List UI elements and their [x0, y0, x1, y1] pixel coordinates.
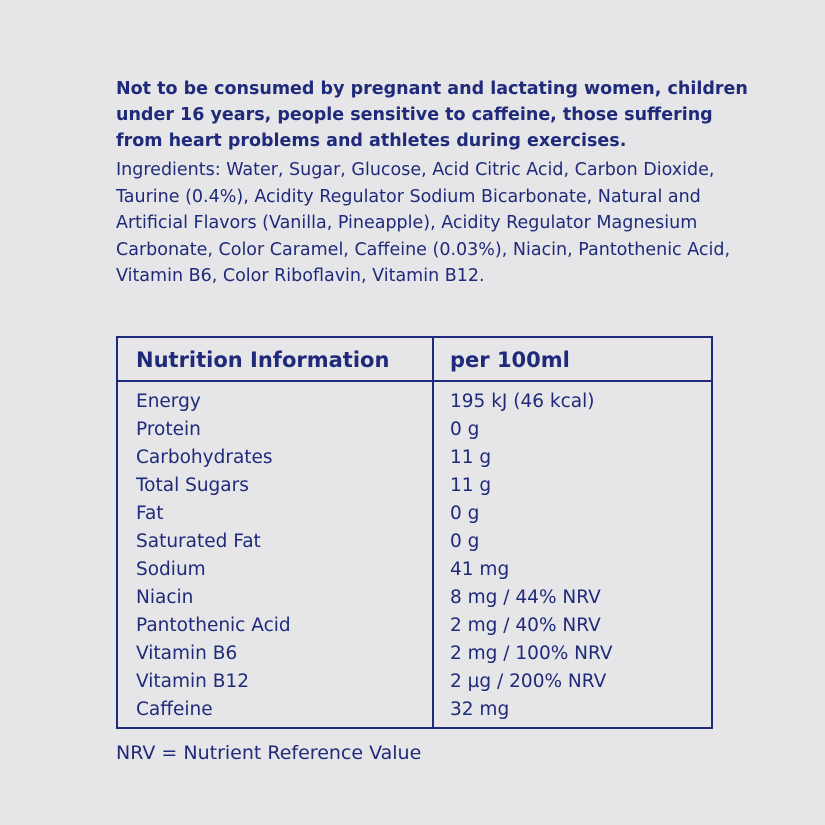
nutrient-value: 32 mg [450, 699, 510, 720]
nutrient-value: 41 mg [450, 559, 510, 580]
nutrient-name: Carbohydrates [136, 447, 273, 468]
table-header-row [118, 338, 711, 382]
nutrient-name: Protein [136, 419, 201, 440]
table-row [118, 668, 711, 696]
table-row [118, 640, 711, 668]
nutrient-name: Vitamin B12 [136, 671, 249, 692]
ingredients-list: Ingredients: Water, Sugar, Glucose, Acid Citric Acid, Carbon Dioxide, Taurine (0.4%), Acidity Regulator Sodium Bicarbonate, Natural and Artificial Flavors (Vanilla, Pineapple), Acidity Regulator Magnesium Carbonate, Color Caramel, Caffeine (0.03%), Niacin, Pantothenic Acid, Vitamin B6, Color Riboflavin, Vitamin B12. [116, 160, 731, 286]
nutrient-value: 2 mg / 100% NRV [450, 643, 613, 664]
table-row [118, 584, 711, 612]
nutrient-value: 0 g [450, 531, 480, 552]
table-row [118, 500, 711, 528]
nutrient-value: 0 g [450, 503, 480, 524]
table-row [118, 696, 711, 724]
nutrient-value: 195 kJ (46 kcal) [450, 391, 595, 412]
nutrient-name: Vitamin B6 [136, 643, 238, 664]
nutrient-name: Caffeine [136, 699, 213, 720]
nutrient-value: 2 µg / 200% NRV [450, 671, 607, 692]
nutrient-name: Fat [136, 503, 164, 524]
nutrient-value: 0 g [450, 419, 480, 440]
nutrient-value: 11 g [450, 475, 492, 496]
nutrient-name: Pantothenic Acid [136, 615, 291, 636]
nutrition-table [116, 336, 713, 729]
nutrient-value: 2 mg / 40% NRV [450, 615, 601, 636]
table-row [118, 416, 711, 444]
consumption-warning: Not to be consumed by pregnant and lactating women, children under 16 years, people sensitive to caffeine, those suffering from heart problems and athletes during exercises. [116, 79, 748, 151]
nrv-footnote: NRV = Nutrient Reference Value [116, 742, 422, 764]
nutrient-name: Total Sugars [136, 475, 249, 496]
table-row [118, 612, 711, 640]
nutrient-name: Saturated Fat [136, 531, 261, 552]
table-row [118, 528, 711, 556]
header-per-100ml: per 100ml [450, 348, 570, 372]
table-row [118, 444, 711, 472]
table-row [118, 388, 711, 416]
nutrient-name: Energy [136, 391, 201, 412]
nutrient-name: Sodium [136, 559, 206, 580]
table-row [118, 472, 711, 500]
nutrient-value: 11 g [450, 447, 492, 468]
nutrition-rows [118, 388, 711, 724]
nutrient-name: Niacin [136, 587, 194, 608]
header-nutrition-information: Nutrition Information [136, 348, 390, 372]
table-row [118, 556, 711, 584]
nutrient-value: 8 mg / 44% NRV [450, 587, 601, 608]
